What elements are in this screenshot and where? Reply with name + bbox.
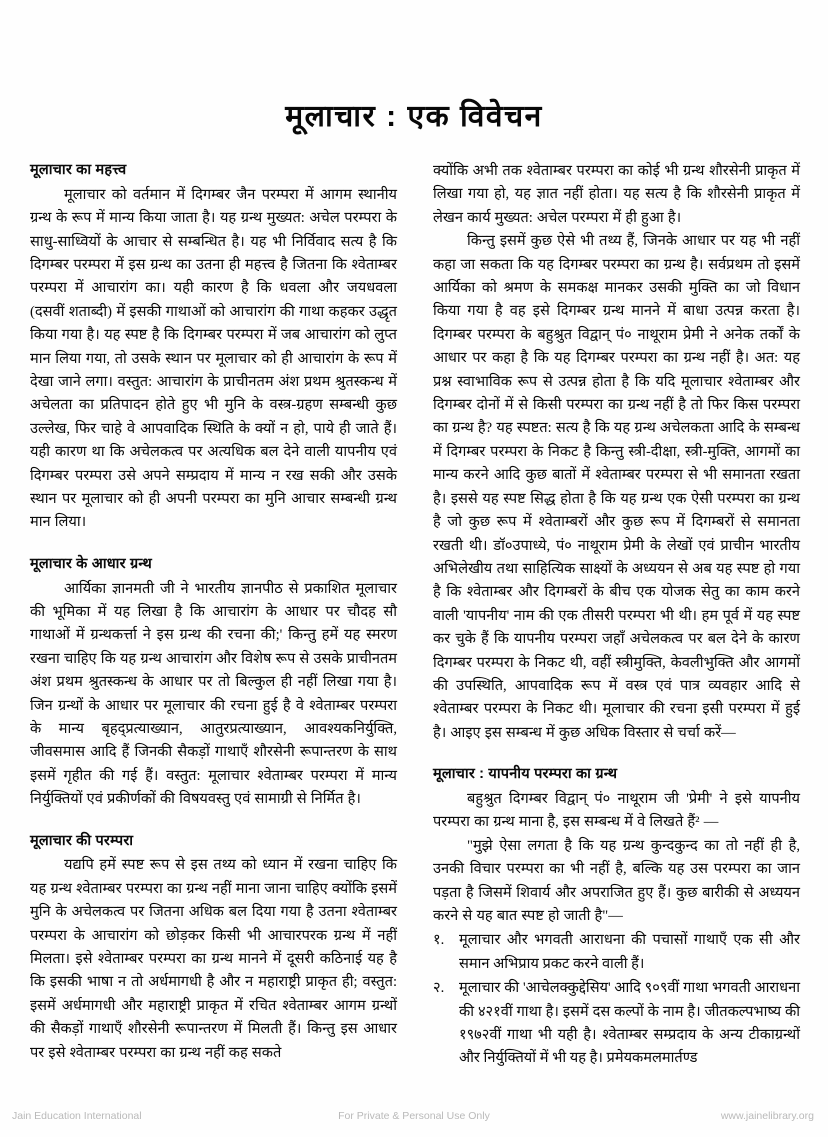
section-heading-source-texts: मूलाचार के आधार ग्रन्थ [30, 555, 152, 572]
section-heading-yapaniya-text: मूलाचार : यापनीय परम्परा का ग्रन्थ [433, 766, 618, 783]
footer-center-text: For Private & Personal Use Only [338, 1110, 490, 1122]
two-column-body [30, 160, 800, 1070]
left-column [30, 160, 397, 1070]
numbered-list [433, 929, 800, 1070]
paragraph-tradition-continued: क्योंकि अभी तक श्वेताम्बर परम्परा का कोई भी ग्रन्थ शौरसेनी प्राकृत में लिखा गया हो, यह ज्ञात नहीं होता। यह सत्य है कि शौरसेनी प्राकृत में लेखन कार्य मुख्यत: अचेल परम्परा में ही हुआ है। [433, 163, 800, 226]
page-footer [0, 1106, 828, 1126]
paragraph-premi-intro: बहुश्रुत दिगम्बर विद्वान् पं० नाथूराम जी 'प्रेमी' ने इसे यापनीय परम्परा का ग्रन्थ माना है, इस सम्बन्ध में वे लिखते हैं² — [433, 790, 800, 831]
list-item [433, 977, 800, 1071]
footer-left-text: Jain Education International [12, 1110, 142, 1122]
quote-premi: "मुझे ऐसा लगता है कि यह ग्रन्थ कुन्दकुन्द का तो नहीं ही है, उनकी विचार परम्परा का भी नहीं है, बल्कि यह उस परम्परा का जान पड़ता है जिसमें शिवार्य और अपराजित हुए हैं। कुछ बारीकी से अध्ययन करने से यह बात स्पष्ट हो जाती है"— [433, 837, 800, 924]
spacer [30, 812, 397, 831]
list-item-text: मूलाचार की 'आचेलक्कुद्देसिय' आदि ९०९वीं गाथा भगवती आराधना की ४२१वीं गाथा है। इसमें दस कल्पों के नाम है। जीतकल्पभाष्य की १९७२वीं गाथा भी यही है। श्वेताम्बर सम्प्रदाय के अन्य टीकाग्रन्थों और निर्युक्तियों में भी यह है। प्रमेयकमलमार्तण्ड [459, 980, 800, 1067]
list-item [433, 929, 800, 976]
spacer [433, 745, 800, 764]
right-column [433, 160, 800, 1070]
paragraph-tradition: यद्यपि हमें स्पष्ट रूप से इस तथ्य को ध्यान में रखना चाहिए कि यह ग्रन्थ श्वेताम्बर परम्परा का ग्रन्थ नहीं माना जाना चाहिए क्योंकि इसमें मुनि के अचेलकत्व पर जितना अधिक बल दिया गया है उतना श्वेताम्बर परम्परा के आचारांग को छोड़कर किसी भी आचारपरक ग्रन्थ में नहीं मिलता। इसे श्वेताम्बर परम्परा का ग्रन्थ मानने में दूसरी कठिनाई यह है कि इसकी भाषा न तो अर्धमागधी है और न महाराष्ट्री प्राकृत ही; वस्तुत: इसमें अर्धमागधी और महाराष्ट्री प्राकृत में रचित श्वेताम्बर आगम ग्रन्थों की सैकड़ों गाथाएँ शौरसेनी रूपान्तरण में मिलती हैं। किन्तु इस आधार पर इसे श्वेताम्बर परम्परा का ग्रन्थ नहीं कह सकते [30, 857, 397, 1061]
list-item-marker: २. [433, 980, 445, 997]
list-item-text: मूलाचार और भगवती आराधना की पचासों गाथाएँ एक सी और समान अभिप्राय प्रकट करने वाली हैं। [459, 932, 800, 972]
paragraph-yapaniya-argument: किन्तु इसमें कुछ ऐसे भी तथ्य हैं, जिनके आधार पर यह भी नहीं कहा जा सकता कि यह दिगम्बर परम्परा का ग्रन्थ है। सर्वप्रथम तो इसमें आर्यिका को श्रमण के समकक्ष मानकर उसकी मुक्ति का जो विधान किया गया है वह इसे दिगम्बर ग्रन्थ मानने में बाधा उत्पन्न करता है। दिगम्बर परम्परा के बहुश्रुत विद्वान् पं० नाथूराम प्रेमी ने अनेक तर्कों के आधार पर कहा है कि यह दिगम्बर परम्परा का ग्रन्थ नहीं है। अत: यह प्रश्न स्वाभाविक रूप से उत्पन्न होता है कि यदि मूलाचार श्वेताम्बर और दिगम्बर दोनों में से किसी परम्परा का ग्रन्थ नहीं है तो फिर किस परम्परा का ग्रन्थ है? यह स्पष्टत: सत्य है कि यह ग्रन्थ अचेलकता आदि के सम्बन्ध में दिगम्बर परम्परा के निकट है किन्तु स्त्री-दीक्षा, स्त्री-मुक्ति, आगमों का मान्य करने आदि कुछ बातों में श्वेताम्बर परम्परा से भी समानता रखता है। इससे यह स्पष्ट सिद्ध होता है कि यह ग्रन्थ एक ऐसी परम्परा का ग्रन्थ है जो कुछ रूप में श्वेताम्बरों और कुछ रूप में दिगम्बरों से समानता रखती थी। डॉ०उपाध्ये, पं० नाथूराम प्रेमी के लेखों एवं प्राचीन भारतीय अभिलेखीय तथा साहित्यिक साक्ष्यों के अध्ययन से अब यह स्पष्ट हो गया है कि श्वेताम्बर और दिगम्बरों के बीच एक योजक सेतु का काम करने वाली 'यापनीय' नाम की एक तीसरी परम्परा भी थी। हम पूर्व में यह स्पष्ट कर चुके हैं कि यापनीय परम्परा जहाँ अचेलकत्व पर बल देने के कारण दिगम्बर परम्परा के निकट थी, वहीं स्त्रीमुक्ति, केवलीभुक्ति और आगमों की उपस्थिति, आपवादिक रूप में वस्त्र एवं पात्र व्यवहार आदि से श्वेताम्बर परम्परा के निकट थी। मूलाचार की रचना इसी परम्परा में हुई है। आइए इस सम्बन्ध में कुछ अधिक विस्तार से चर्चा करें— [433, 233, 800, 741]
section-heading-importance: मूलाचार का महत्त्व [30, 162, 127, 178]
spacer [30, 535, 397, 554]
footer-website-link[interactable]: www.jainelibrary.org [720, 1110, 814, 1122]
paragraph-source-texts: आर्यिका ज्ञानमती जी ने भारतीय ज्ञानपीठ से प्रकाशित मूलाचार की भूमिका में यह लिखा है कि आचारांग के आधार पर चौदह सौ गाथाओं में ग्रन्थकर्त्ता ने इस ग्रन्थ की रचना की;' किन्तु हमें यह स्मरण रखना चाहिए कि यह ग्रन्थ आचारांग और विशेष रूप से उसके प्राचीनतम अंश प्रथम श्रुतस्कन्ध के आधार पर तो बिल्कुल ही नहीं लिखा गया है। जिन ग्रन्थों के आधार पर मूलाचार की रचना हुई है वे श्वेताम्बर परम्परा के मान्य बृहद्प्रत्याख्यान, आतुरप्रत्याख्यान, आवश्यकनिर्युक्ति, जीवसमास आदि हैं जिनकी सैकड़ों गाथाएँ शौरसेनी रूपान्तरण के साथ इसमें गृहीत की गई हैं। वस्तुत: मूलाचार श्वेताम्बर परम्परा में मान्य निर्युक्तियों एवं प्रकीर्णकों की विषयवस्तु एवं सामाग्री से निर्मित है। [30, 580, 397, 808]
paragraph-importance: मूलाचार को वर्तमान में दिगम्बर जैन परम्परा में आगम स्थानीय ग्रन्थ के रूप में मान्य किया जाता है। यह ग्रन्थ मुख्यत: अचेल परम्परा के साधु-साध्वियों के आचार से सम्बन्धित है। यह भी निर्विवाद सत्य है कि दिगम्बर परम्परा में इस ग्रन्थ का उतना ही महत्त्व है जितना कि श्वेताम्बर परम्परा में आचारांग का। यही कारण है कि धवला और जयधवला (दसवीं शताब्दी) में इसकी गाथाओं को आचारांग की गाथा कहकर उद्धृत किया गया है। यह स्पष्ट है कि दिगम्बर परम्परा में जब आचारांग को लुप्त मान लिया गया, तो उसके स्थान पर मूलाचार को ही आचारांग के रूप में देखा जाने लगा। वस्तुत: आचारांग के प्राचीनतम अंश प्रथम श्रुतस्कन्ध में अचेलता का प्रतिपादन होते हुए भी मुनि के वस्त्र-ग्रहण सम्बन्धी कुछ उल्लेख, फिर चाहे वे आपवादिक स्थिति के क्यों न हो, पाये ही जाते हैं। यही कारण था कि अचेलकत्व पर अत्यधिक बल देने वाली यापनीय एवं दिगम्बर परम्परा उसे अपने सम्प्रदाय में मान्य न रख सकी और उसके स्थान पर मूलाचार को ही अपनी परम्परा का मुनि आचार सम्बन्धी ग्रन्थ मान लिया। [30, 186, 397, 531]
list-item-marker: १. [433, 932, 445, 949]
section-heading-tradition: मूलाचार की परम्परा [30, 832, 134, 849]
page-title: मूलाचार : एक विवेचन [285, 100, 543, 134]
